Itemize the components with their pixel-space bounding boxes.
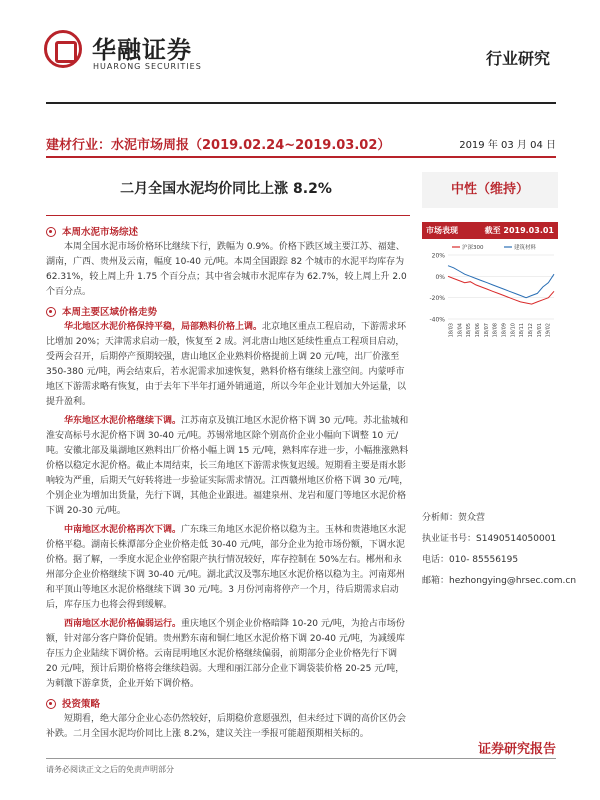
paragraph-east-china: 华东地区水泥价格继续下调。江苏南京及镇江地区水泥价格下调 30 元/吨。苏北盐城和淮安高标号水泥价格下调 30-40 元/吨。苏锡常地区除个别高价企业小幅向下调整 10 元/吨。安徽北部及巢湖地区熟料出厂价格小幅上调 15 元/吨，熟料库存进一步，小幅推涨熟料价格以稳定水泥价格。截止本周结束，长三角地区下游需求恢复迟缓。短期看主要是雨水影响较为严重，后期天气好转将进一步验证实际需求情况。江西赣州地区价格下调 30 元/吨，个别企业为增加出货量，先行下调，其他企业跟进。福建泉州、龙岩和厦门等地区水泥价格下调 20-30 元/吨。	[46, 416, 409, 516]
huarong-logo-icon	[44, 30, 82, 68]
x-tick-label: 18/11	[519, 323, 526, 338]
sub-header	[46, 134, 556, 154]
paragraph: 本周全国水泥市场价格环比继续下行，跌幅为 0.9%。价格下跌区域主要江苏、福建、湖南，广西、贵州及云南，幅度 10-40 元/吨。本周全国跟踪 82 个城市的水泥平均库存为 62.31%，较上周上升 1.75 个百分点；其中省会城市水泥库存为 62.7%，较上周上升 2.0 个百分点。	[46, 242, 407, 297]
section-bullet-icon	[46, 227, 56, 237]
legend-label: 建筑材料	[514, 245, 537, 251]
x-tick-label: 18/07	[483, 323, 490, 338]
chart-header	[422, 222, 558, 239]
x-tick-label: 18/03	[448, 323, 455, 338]
section-bullet-icon	[46, 307, 56, 317]
section-strategy	[46, 696, 410, 742]
brand-name-en: HUARONG SECURITIES	[93, 62, 202, 71]
y-tick-label: 20%	[431, 252, 445, 260]
x-tick-label: 18/08	[492, 323, 499, 338]
report-date: 2019 年 03 月 04 日	[459, 140, 556, 151]
x-tick-label: 18/10	[510, 323, 517, 338]
analyst-cert-row: 执业证书号：S1490514050001	[422, 534, 557, 544]
report-label: 证券研究报告	[477, 742, 556, 757]
x-tick-label: 18/06	[474, 323, 481, 338]
y-tick-label: -20%	[429, 295, 445, 303]
footer-divider	[46, 758, 556, 759]
chart-header-left: 市场表现	[426, 226, 458, 235]
legend-label: 沪深300	[462, 245, 484, 251]
report-series-title: 建材行业：水泥市场周报（2019.02.24~2019.03.02）	[46, 138, 391, 153]
analyst-email-link: hezhongying@hrsec.com.cn	[449, 576, 577, 586]
y-tick-label: -40%	[429, 316, 445, 324]
chart-plot	[422, 239, 558, 349]
sidebar	[422, 222, 558, 349]
section-heading: 本周水泥市场综述	[46, 224, 410, 240]
paragraph-central-south: 中南地区水泥价格再次下调。广东珠三角地区水泥价格以稳为主。玉林和贵港地区水泥价格平稳。湖南长株潭部分企业价格走低 30-40 元/吨，部分企业为抢市场份额，下调水泥价格。据了解，一季度水泥企业停窑限产执行情况较好，库存控制在 50%左右。郴州和永州部分企业价格继续下调 30-40 元/吨。湖北武汉及鄂东地区水泥价格以稳为主。河南郑州和平顶山等地区水泥价格继续下调 30 元/吨。3 月份河南将停产一个月，待后期需求启动后，库存压力也将会得到缓解。	[46, 525, 407, 610]
section-bullet-icon	[46, 699, 56, 709]
title-divider	[46, 215, 410, 216]
analyst-phone: 010- 85556195	[449, 555, 519, 565]
y-tick-label: 0%	[435, 273, 445, 281]
disclaimer: 请务必阅读正文之后的免责声明部分	[46, 765, 174, 774]
x-tick-label: 18/12	[527, 323, 534, 338]
market-performance-chart	[422, 222, 558, 349]
chart-header-right: 截至 2019.03.01	[484, 226, 554, 235]
rating-badge: 中性（维持）	[422, 172, 558, 208]
section-heading: 本周主要区域价格走势	[46, 304, 410, 320]
analyst-name-row: 分析师：贺众营	[422, 513, 486, 523]
analyst-info	[422, 508, 577, 592]
section-regions	[46, 304, 410, 692]
section-heading: 投资策略	[46, 696, 410, 712]
section-overview	[46, 224, 410, 300]
report-type: 行业研究	[485, 49, 550, 68]
x-tick-label: 18/09	[501, 323, 508, 338]
report-body	[46, 220, 410, 746]
x-tick-label: 18/04	[457, 323, 464, 338]
x-tick-label: 19/02	[545, 323, 552, 338]
paragraph-southwest: 西南地区水泥价格偏弱运行。重庆地区个别企业价格暗降 10-20 元/吨，为抢占市场份额，针对部分客户降价促销。贵州黔东南和铜仁地区水泥价格下调 20-40 元/吨，为减缓库存压力企业陆续下调价格。云南昆明地区水泥价格继续偏弱，前期部分企业价格先行下调 20 元/吨，预计后期价格将会继续趋弱。大理和丽江部分企业下调袋装价格 20-25 元/吨，为刺激下游拿货，企业开始下调价格。	[46, 619, 405, 689]
header-divider	[46, 102, 556, 104]
analyst-email-row[interactable]: 邮箱：hezhongying@hrsec.com.cn	[422, 576, 577, 586]
analyst-phone-row: 电话：010- 85556195	[422, 555, 519, 565]
report-header	[0, 0, 600, 110]
sub-header-divider	[46, 156, 556, 158]
series-line	[448, 276, 554, 304]
paragraph-north-china: 华北地区水泥价格保持平稳，局部熟料价格上调。北京地区重点工程启动，下游需求环比增加 20%；天津需求启动一般，恢复至 2 成。河北唐山地区延续性重点工程项目启动，受两会召开，后期停产预期较强，唐山地区企业熟料价格提前上调 20 元/吨，出厂价涨至 350-380 元/吨，两会结束后，若水泥需求加速恢复，熟料价格有继续上涨空间。内蒙呼市地区下游需求略有恢复，由于去年下半年打通外销通道，所以今年企业计划加大外运量，以提升盈利。	[46, 322, 407, 407]
x-tick-label: 19/01	[536, 323, 543, 338]
analyst-cert: S1490514050001	[476, 534, 557, 544]
x-tick-label: 18/05	[466, 323, 473, 338]
analyst-name: 贺众营	[458, 513, 486, 523]
series-line	[448, 266, 554, 298]
paragraph: 短期看，绝大部分企业心态仍然较好，后期稳价意愿强烈，但未经过下调的高价区仍会补跌。二月全国水泥均价同比上涨 8.2%，建议关注一季报可能超预期相关标的。	[46, 714, 407, 739]
page-title: 二月全国水泥均价同比上涨 8.2%	[120, 181, 332, 197]
brand-name-cn: 华融证券	[92, 36, 192, 64]
